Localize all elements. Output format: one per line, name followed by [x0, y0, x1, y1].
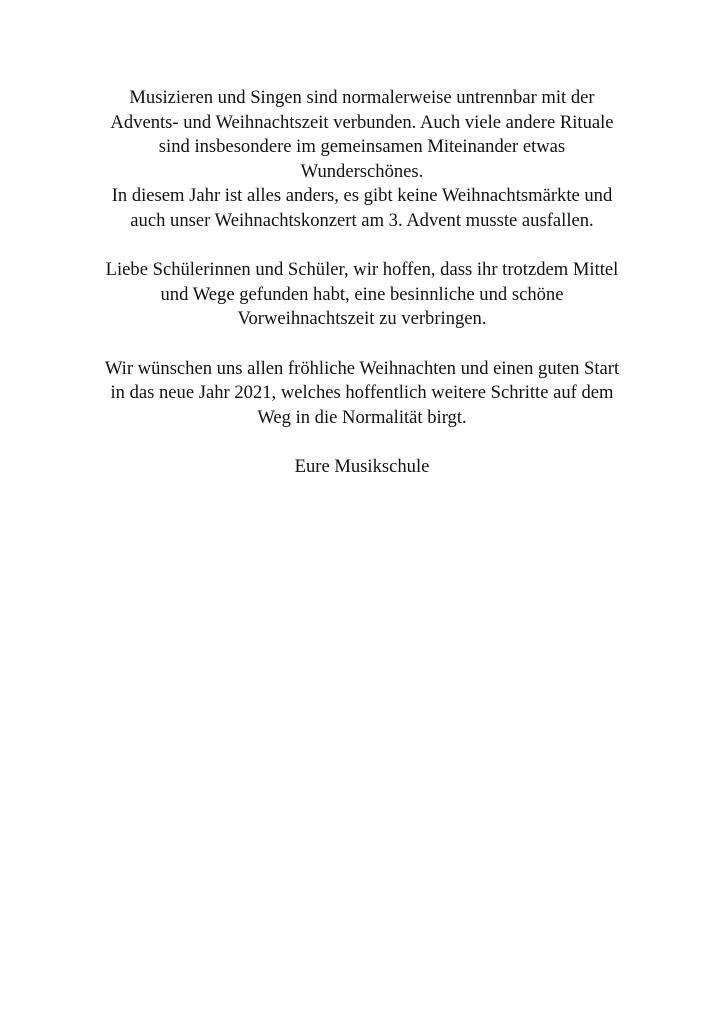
text-line: in das neue Jahr 2021, welches hoffentlich weitere Schritte auf dem — [110, 382, 614, 404]
text-line: In diesem Jahr ist alles anders, es gibt keine Weihnachtsmärkte und — [111, 185, 613, 207]
text-line: Advents- und Weihnachtszeit verbunden. Auch viele andere Rituale — [110, 111, 614, 133]
text-line: Musizieren und Singen sind normalerweise untrennbar mit der — [129, 87, 595, 108]
text-line: Wir wünschen uns allen fröhliche Weihnachten und einen guten Start — [104, 357, 620, 379]
text-line: auch unser Weihnachtskonzert am 3. Advent musste ausfallen. — [130, 209, 594, 231]
paragraph-students — [40, 258, 684, 332]
paragraph-wishes — [40, 357, 684, 431]
text-line: Liebe Schülerinnen und Schüler, wir hoffen, dass ihr trotzdem Mittel — [105, 259, 619, 281]
text-line: Vorweihnachtszeit zu verbringen. — [237, 308, 487, 330]
text-line: sind insbesondere im gemeinsamen Miteinander etwas — [158, 136, 566, 158]
signature — [40, 455, 684, 480]
signature-text: Eure Musikschule — [294, 455, 430, 477]
text-line: Wunderschönes. — [300, 160, 424, 182]
text-line: und Wege gefunden habt, eine besinnliche und schöne — [160, 283, 564, 305]
letter-body — [40, 86, 684, 480]
text-line: Weg in die Normalität birgt. — [257, 406, 467, 428]
paragraph-intro — [40, 86, 684, 234]
